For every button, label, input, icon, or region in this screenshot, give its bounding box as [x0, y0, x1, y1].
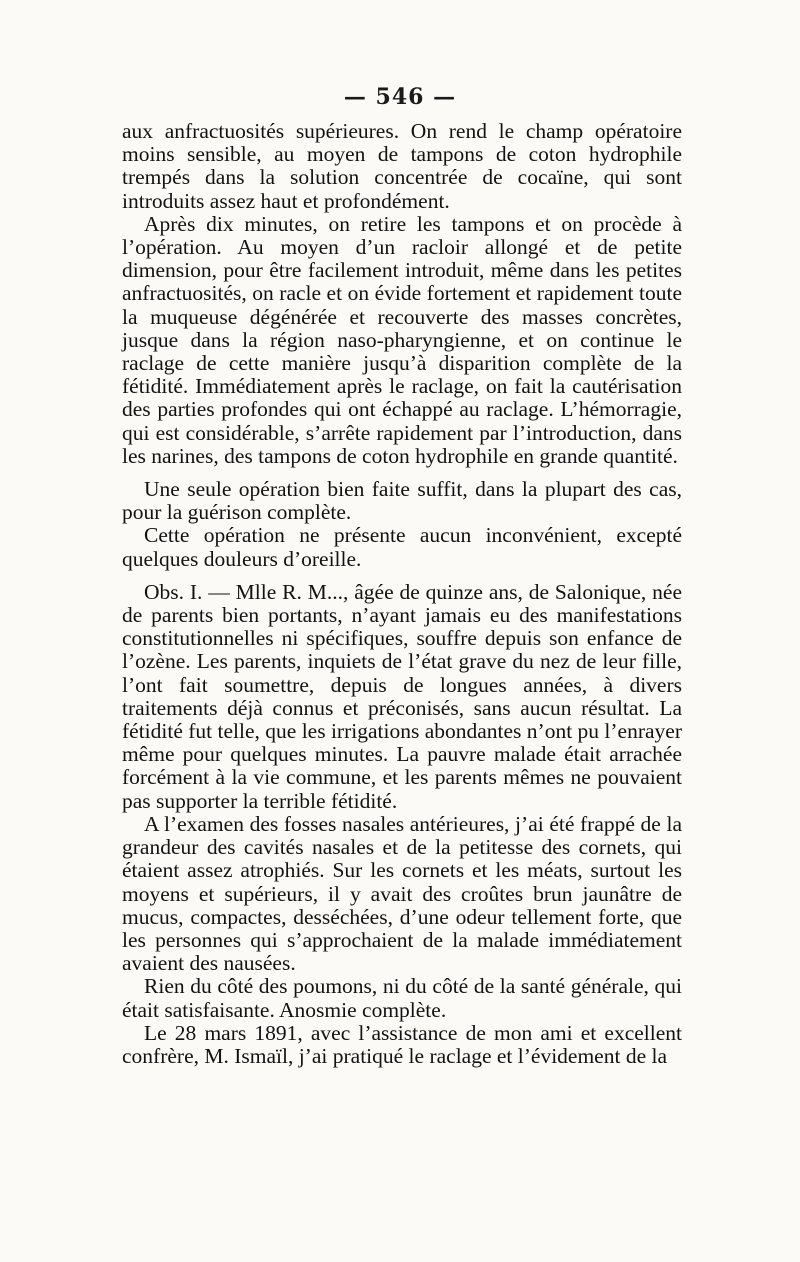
- body-text: [122, 120, 682, 1068]
- paragraph-nasal-exam: A l’examen des fosses nasales antérieures, j’ai été frappé de la grandeur des cavités nasales et de la petitesse des cornets, qui étaient assez atrophiés. Sur les cornets et les méats, surtout les moyens et supérieurs, il y avait des croûtes brun jaunâtre de mucus, compactes, desséchées, d’une odeur tellement forte, que les personnes qui s’approchaient de la malade immédiatement avaient des nausées.: [122, 811, 682, 976]
- paragraph-single-operation: Une seule opération bien faite suffit, dans la plupart des cas, pour la guérison complète.: [122, 477, 682, 525]
- paragraph-operation-procedure: Après dix minutes, on retire les tampons et on procède à l’opération. Au moyen d’un racloir allongé et de petite dimension, pour être facilement introduit, même dans les petites anfractuosités, on racle et on évide fortement et rapidement toute la muqueuse dégénérée et recouverte des masses concrètes, jusque dans la région naso-pharyngienne, et on continue le raclage de cette manière jusqu’à disparition complète de la fétidité. Immédiatement après le raclage, on fait la cautérisation des parties profondes qui ont échappé au raclage. L’hémorragie, qui est considérable, s’arrête rapidement par l’introduction, dans les narines, des tampons de coton hydrophile en grande quantité.: [122, 211, 682, 468]
- paragraph-general-health: Rien du côté des poumons, ni du côté de la santé générale, qui était satisfaisante. Anosmie complète.: [122, 974, 682, 1022]
- paragraph-continuation: aux anfractuosités supérieures. On rend le champ opératoire moins sensible, au moyen de tampons de coton hydrophile trempés dans la solution concentrée de cocaïne, qui sont introduits assez haut et profondément.: [122, 119, 682, 213]
- paragraph-no-inconvenience: Cette opération ne présente aucun inconvénient, excepté quelques douleurs d’oreille.: [122, 523, 682, 571]
- page-number: — 546 —: [343, 84, 457, 110]
- paragraph-march-operation: Le 28 mars 1891, avec l’assistance de mon ami et excellent confrère, M. Ismaïl, j’ai pratiqué le raclage et l’évidement de la: [122, 1020, 682, 1068]
- paragraph-observation-one: Obs. I. — Mlle R. M..., âgée de quinze ans, de Salonique, née de parents bien portants, n’ayant jamais eu des manifestations constitutionnelles ni spécifiques, souffre depuis son enfance de l’ozène. Les parents, inquiets de l’état grave du nez de leur fille, l’ont fait soumettre, depuis de longues années, à divers traitements déjà connus et préconisés, sans aucun résultat. La fétidité fut telle, que les irrigations abondantes n’ont pu l’enrayer même pour quelques minutes. La pauvre malade était arrachée forcément à la vie commune, et les parents mêmes ne pouvaient pas supporter la terrible fétidité.: [122, 579, 683, 813]
